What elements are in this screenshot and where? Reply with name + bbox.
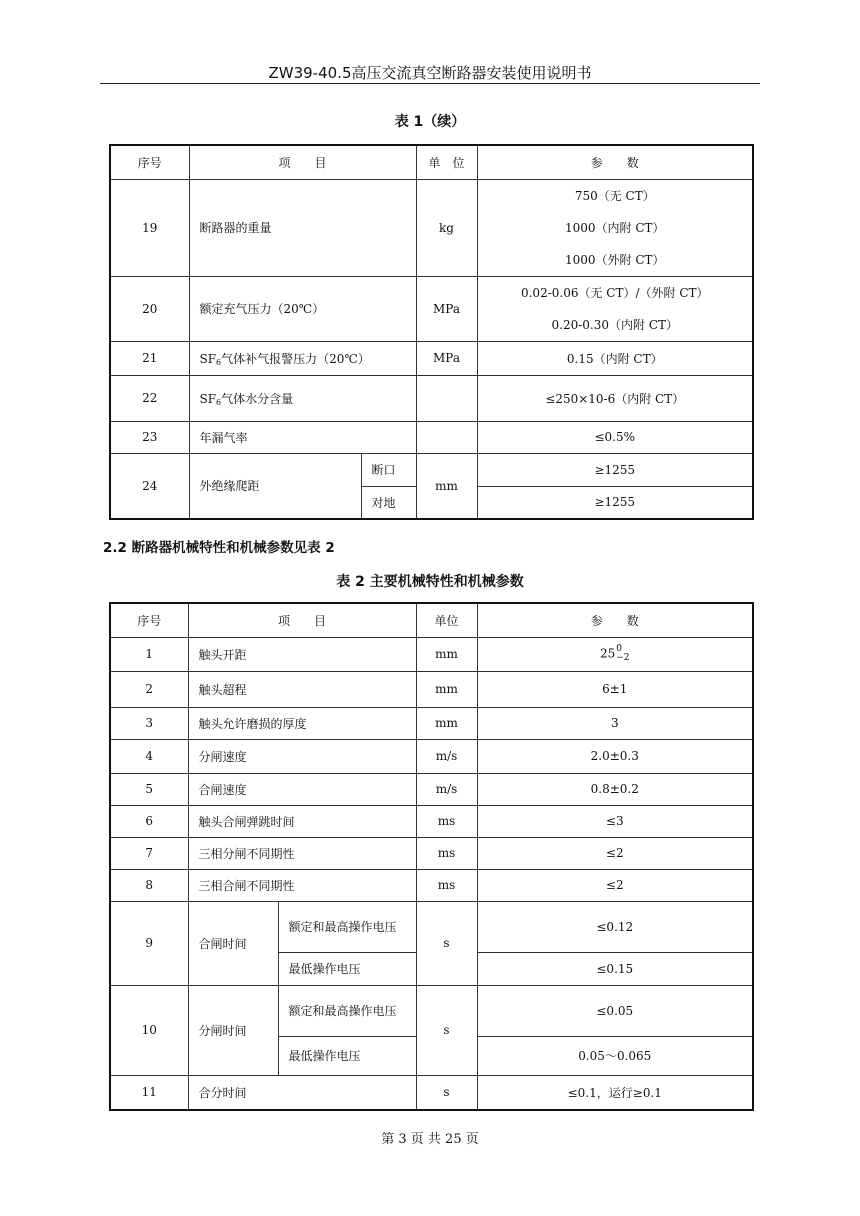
- param-line: 750（无 CT）: [574, 188, 655, 203]
- row-param: 3: [477, 707, 753, 739]
- table1-header-unit: 单 位: [416, 145, 477, 179]
- row-params: [477, 179, 753, 276]
- table1-header-row: [110, 145, 753, 179]
- table-row: [110, 739, 753, 773]
- row-unit: mm: [416, 671, 477, 707]
- row-number: 7: [110, 837, 188, 869]
- row-unit: s: [416, 901, 477, 985]
- row-param: 0.15（内附 CT）: [477, 341, 753, 375]
- row-unit: [416, 375, 477, 421]
- tolerance-upper: 0: [616, 644, 622, 654]
- table-row: [110, 179, 753, 276]
- row-unit: ms: [416, 837, 477, 869]
- param-line: 0.02-0.06（无 CT）/（外附 CT）: [520, 285, 709, 300]
- row-subitem: 断口: [361, 453, 416, 486]
- row-number: 22: [110, 375, 189, 421]
- row-unit: [416, 421, 477, 453]
- row-number: 10: [110, 985, 188, 1075]
- row-item: 三相合闸不同期性: [188, 869, 416, 901]
- row-unit: ms: [416, 869, 477, 901]
- table2-caption: 表 2 主要机械特性和机械参数: [336, 574, 524, 590]
- row-unit: kg: [416, 179, 477, 276]
- row-subitem: 额定和最高操作电压: [278, 985, 416, 1036]
- row-number: 6: [110, 805, 188, 837]
- table-row: [110, 837, 753, 869]
- table-row: [110, 453, 753, 486]
- row-number: 1: [110, 637, 188, 671]
- row-param: ≤0.05: [477, 985, 753, 1036]
- row-number: 3: [110, 707, 188, 739]
- row-number: 4: [110, 739, 188, 773]
- item-prefix: SF: [199, 391, 217, 406]
- table2-header-no: 序号: [110, 603, 188, 637]
- row-unit: ms: [416, 805, 477, 837]
- row-item: 分闸速度: [188, 739, 416, 773]
- row-param: [477, 637, 753, 671]
- row-param: ≥1255: [477, 486, 753, 519]
- table1: [109, 144, 754, 520]
- row-item: 合闸速度: [188, 773, 416, 805]
- table-row: [110, 1075, 753, 1110]
- row-number: 21: [110, 341, 189, 375]
- table2-header-item: 项 目: [188, 603, 416, 637]
- row-item: 触头开距: [188, 637, 416, 671]
- row-number: 11: [110, 1075, 188, 1110]
- row-number: 2: [110, 671, 188, 707]
- row-param: ≤0.12: [477, 901, 753, 952]
- row-params: [477, 276, 753, 341]
- item-prefix: SF: [199, 351, 217, 366]
- row-subitem: 对地: [361, 486, 416, 519]
- table-row: [110, 707, 753, 739]
- table-row: [110, 773, 753, 805]
- table2: [109, 602, 754, 1111]
- table1-caption: 表 1（续）: [394, 114, 466, 130]
- table-row: [110, 375, 753, 421]
- row-item: 合分时间: [188, 1075, 416, 1110]
- item-subscript: 6: [216, 397, 222, 407]
- row-item: [189, 341, 416, 375]
- table-row: [110, 341, 753, 375]
- section-heading: 2.2 断路器机械特性和机械参数见表 2: [103, 540, 335, 556]
- item-suffix: 气体补气报警压力（20℃）: [221, 351, 370, 366]
- table-row: [110, 805, 753, 837]
- table2-header-unit: 单位: [416, 603, 477, 637]
- param-line: 1000（外附 CT）: [564, 252, 665, 267]
- table1-header-no: 序号: [110, 145, 189, 179]
- param-line: 0.20-0.30（内附 CT）: [551, 317, 679, 332]
- row-unit: MPa: [416, 341, 477, 375]
- row-item: 年漏气率: [189, 421, 416, 453]
- row-unit: mm: [416, 453, 477, 519]
- row-item: 合闸时间: [188, 901, 278, 985]
- row-item: [189, 375, 416, 421]
- row-unit: s: [416, 1075, 477, 1110]
- row-item: 触头超程: [188, 671, 416, 707]
- row-unit: mm: [416, 707, 477, 739]
- row-number: 19: [110, 179, 189, 276]
- table-row: [110, 671, 753, 707]
- param-line: 1000（内附 CT）: [564, 220, 665, 235]
- tolerance-lower: −2: [616, 653, 630, 663]
- row-param: ≤3: [477, 805, 753, 837]
- row-param: 0.05～0.065: [477, 1036, 753, 1075]
- table2-header-row: [110, 603, 753, 637]
- item-subscript: 6: [216, 357, 222, 367]
- header-divider: [100, 83, 760, 84]
- table-row: [110, 901, 753, 952]
- row-param: 2.0±0.3: [477, 739, 753, 773]
- row-number: 20: [110, 276, 189, 341]
- row-item: 断路器的重量: [189, 179, 416, 276]
- table1-header-param: 参 数: [477, 145, 753, 179]
- row-subitem: 最低操作电压: [278, 952, 416, 985]
- row-number: 23: [110, 421, 189, 453]
- row-param: ≤2: [477, 869, 753, 901]
- row-number: 9: [110, 901, 188, 985]
- row-param: ≤250×10-6（内附 CT）: [477, 375, 753, 421]
- table1-header-item: 项 目: [189, 145, 416, 179]
- table2-header-param: 参 数: [477, 603, 753, 637]
- table-row: [110, 985, 753, 1036]
- row-param: ≤0.15: [477, 952, 753, 985]
- row-unit: MPa: [416, 276, 477, 341]
- tolerance: [616, 645, 629, 663]
- row-item: 触头允许磨损的厚度: [188, 707, 416, 739]
- row-subitem: 额定和最高操作电压: [278, 901, 416, 952]
- item-suffix: 气体水分含量: [221, 391, 294, 406]
- row-item: 分闸时间: [188, 985, 278, 1075]
- row-param: ≤2: [477, 837, 753, 869]
- row-param: ≤0.5%: [477, 421, 753, 453]
- row-number: 8: [110, 869, 188, 901]
- table-row: [110, 276, 753, 341]
- table-row: [110, 869, 753, 901]
- param-base: 25: [599, 646, 616, 661]
- document-header-title: ZW39-40.5高压交流真空断路器安装使用说明书: [268, 64, 592, 82]
- row-param: 6±1: [477, 671, 753, 707]
- row-subitem: 最低操作电压: [278, 1036, 416, 1075]
- row-param: ≤0.1，运行≥0.1: [477, 1075, 753, 1110]
- table-row: [110, 421, 753, 453]
- row-param: ≥1255: [477, 453, 753, 486]
- row-item: 触头合闸弹跳时间: [188, 805, 416, 837]
- row-number: 5: [110, 773, 188, 805]
- row-item: 外绝缘爬距: [189, 453, 361, 519]
- row-item: 额定充气压力（20℃）: [189, 276, 416, 341]
- row-unit: s: [416, 985, 477, 1075]
- row-unit: mm: [416, 637, 477, 671]
- row-param: 0.8±0.2: [477, 773, 753, 805]
- row-item: 三相分闸不同期性: [188, 837, 416, 869]
- row-unit: m/s: [416, 773, 477, 805]
- row-number: 24: [110, 453, 189, 519]
- table-row: [110, 637, 753, 671]
- page-number: 第 3 页 共 25 页: [381, 1132, 479, 1147]
- row-unit: m/s: [416, 739, 477, 773]
